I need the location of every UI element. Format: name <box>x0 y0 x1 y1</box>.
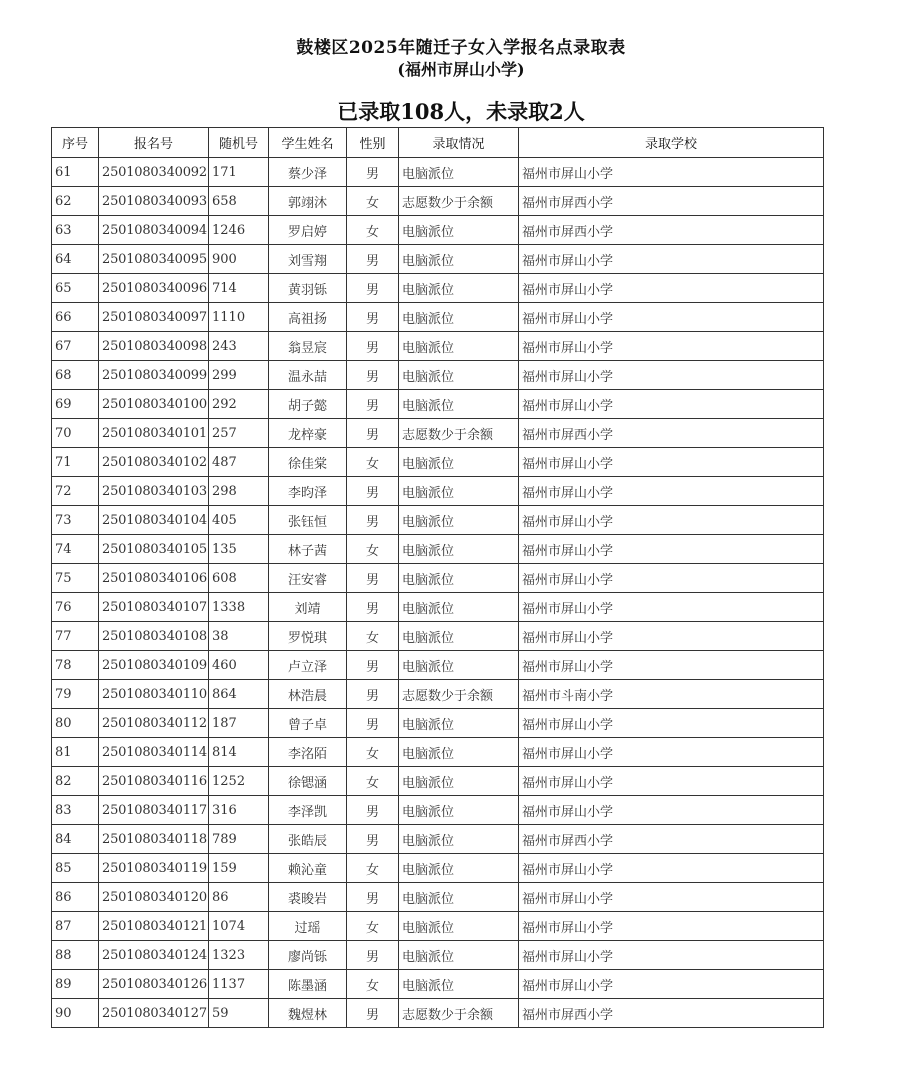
cell-seq: 68 <box>52 361 99 390</box>
cell-admitted-school: 福州市屏山小学 <box>519 622 824 651</box>
cell-admitted-school: 福州市屏西小学 <box>519 187 824 216</box>
cell-reg-no: 2501080340110 <box>99 680 209 709</box>
cell-gender: 男 <box>347 361 399 390</box>
cell-seq: 82 <box>52 767 99 796</box>
cell-gender: 女 <box>347 535 399 564</box>
cell-reg-no: 2501080340100 <box>99 390 209 419</box>
cell-random-no: 1323 <box>209 941 269 970</box>
cell-admitted-school: 福州市屏山小学 <box>519 767 824 796</box>
cell-student-name: 徐佳棠 <box>269 448 347 477</box>
cell-admitted-school: 福州市屏山小学 <box>519 564 824 593</box>
cell-gender: 女 <box>347 854 399 883</box>
cell-student-name: 徐锶涵 <box>269 767 347 796</box>
cell-student-name: 李泽凯 <box>269 796 347 825</box>
table-row <box>52 274 824 303</box>
cell-reg-no: 2501080340093 <box>99 187 209 216</box>
cell-random-no: 171 <box>209 158 269 187</box>
cell-student-name: 张钰恒 <box>269 506 347 535</box>
cell-random-no: 38 <box>209 622 269 651</box>
cell-admitted-school: 福州市屏西小学 <box>519 999 824 1028</box>
table-row <box>52 361 824 390</box>
cell-seq: 74 <box>52 535 99 564</box>
cell-gender: 女 <box>347 912 399 941</box>
table-row <box>52 738 824 767</box>
table-row <box>52 506 824 535</box>
cell-random-no: 864 <box>209 680 269 709</box>
cell-admission-status: 电脑派位 <box>399 332 519 361</box>
header-row <box>52 128 824 158</box>
cell-seq: 78 <box>52 651 99 680</box>
table-body <box>52 158 824 1028</box>
cell-admission-status: 电脑派位 <box>399 216 519 245</box>
cell-student-name: 林子茜 <box>269 535 347 564</box>
cell-seq: 65 <box>52 274 99 303</box>
cell-admitted-school: 福州市屏山小学 <box>519 941 824 970</box>
cell-admitted-school: 福州市屏山小学 <box>519 448 824 477</box>
cell-gender: 男 <box>347 941 399 970</box>
cell-random-no: 1338 <box>209 593 269 622</box>
cell-random-no: 658 <box>209 187 269 216</box>
cell-student-name: 罗启婷 <box>269 216 347 245</box>
cell-seq: 66 <box>52 303 99 332</box>
cell-random-no: 1246 <box>209 216 269 245</box>
cell-reg-no: 2501080340096 <box>99 274 209 303</box>
cell-gender: 男 <box>347 796 399 825</box>
cell-seq: 80 <box>52 709 99 738</box>
cell-gender: 男 <box>347 709 399 738</box>
cell-seq: 84 <box>52 825 99 854</box>
table-row <box>52 332 824 361</box>
cell-student-name: 赖沁童 <box>269 854 347 883</box>
cell-admitted-school: 福州市屏山小学 <box>519 651 824 680</box>
cell-admitted-school: 福州市屏山小学 <box>519 158 824 187</box>
cell-admission-status: 志愿数少于余额 <box>399 999 519 1028</box>
table-row <box>52 970 824 999</box>
cell-random-no: 900 <box>209 245 269 274</box>
cell-seq: 71 <box>52 448 99 477</box>
header-random-no: 随机号 <box>209 128 269 158</box>
table-row <box>52 564 824 593</box>
cell-admission-status: 电脑派位 <box>399 970 519 999</box>
cell-seq: 73 <box>52 506 99 535</box>
cell-reg-no: 2501080340121 <box>99 912 209 941</box>
cell-admitted-school: 福州市屏山小学 <box>519 332 824 361</box>
table-row <box>52 158 824 187</box>
cell-admitted-school: 福州市屏山小学 <box>519 593 824 622</box>
cell-seq: 70 <box>52 419 99 448</box>
cell-random-no: 292 <box>209 390 269 419</box>
cell-admitted-school: 福州市屏山小学 <box>519 535 824 564</box>
cell-seq: 90 <box>52 999 99 1028</box>
cell-student-name: 汪安睿 <box>269 564 347 593</box>
cell-admission-status: 电脑派位 <box>399 535 519 564</box>
cell-random-no: 159 <box>209 854 269 883</box>
cell-seq: 69 <box>52 390 99 419</box>
cell-random-no: 1110 <box>209 303 269 332</box>
cell-admission-status: 电脑派位 <box>399 709 519 738</box>
cell-reg-no: 2501080340101 <box>99 419 209 448</box>
cell-student-name: 李昀泽 <box>269 477 347 506</box>
cell-student-name: 卢立泽 <box>269 651 347 680</box>
cell-reg-no: 2501080340097 <box>99 303 209 332</box>
cell-reg-no: 2501080340095 <box>99 245 209 274</box>
cell-seq: 81 <box>52 738 99 767</box>
table-header <box>52 128 824 158</box>
cell-random-no: 714 <box>209 274 269 303</box>
cell-seq: 75 <box>52 564 99 593</box>
cell-reg-no: 2501080340126 <box>99 970 209 999</box>
cell-random-no: 299 <box>209 361 269 390</box>
cell-reg-no: 2501080340106 <box>99 564 209 593</box>
header-student-name: 学生姓名 <box>269 128 347 158</box>
cell-student-name: 黄羽铄 <box>269 274 347 303</box>
cell-gender: 男 <box>347 158 399 187</box>
cell-reg-no: 2501080340104 <box>99 506 209 535</box>
cell-gender: 女 <box>347 970 399 999</box>
table-row <box>52 651 824 680</box>
cell-seq: 87 <box>52 912 99 941</box>
cell-admission-status: 电脑派位 <box>399 651 519 680</box>
cell-admitted-school: 福州市屏山小学 <box>519 709 824 738</box>
cell-admitted-school: 福州市屏西小学 <box>519 216 824 245</box>
table-row <box>52 187 824 216</box>
cell-reg-no: 2501080340124 <box>99 941 209 970</box>
cell-gender: 女 <box>347 622 399 651</box>
cell-gender: 男 <box>347 999 399 1028</box>
cell-seq: 63 <box>52 216 99 245</box>
cell-reg-no: 2501080340120 <box>99 883 209 912</box>
cell-student-name: 张皓辰 <box>269 825 347 854</box>
cell-admitted-school: 福州市屏山小学 <box>519 477 824 506</box>
cell-gender: 男 <box>347 564 399 593</box>
cell-reg-no: 2501080340117 <box>99 796 209 825</box>
cell-seq: 77 <box>52 622 99 651</box>
table-row <box>52 622 824 651</box>
cell-gender: 男 <box>347 651 399 680</box>
cell-reg-no: 2501080340114 <box>99 738 209 767</box>
cell-gender: 男 <box>347 419 399 448</box>
cell-admission-status: 电脑派位 <box>399 738 519 767</box>
cell-reg-no: 2501080340116 <box>99 767 209 796</box>
cell-student-name: 李洺陌 <box>269 738 347 767</box>
cell-admission-status: 电脑派位 <box>399 448 519 477</box>
cell-random-no: 1252 <box>209 767 269 796</box>
cell-seq: 64 <box>52 245 99 274</box>
cell-random-no: 59 <box>209 999 269 1028</box>
cell-student-name: 过瑶 <box>269 912 347 941</box>
cell-random-no: 789 <box>209 825 269 854</box>
cell-random-no: 1074 <box>209 912 269 941</box>
cell-gender: 男 <box>347 245 399 274</box>
cell-reg-no: 2501080340105 <box>99 535 209 564</box>
document-title: 鼓楼区2025年随迁子女入学报名点录取表 <box>296 38 626 58</box>
cell-student-name: 龙梓豪 <box>269 419 347 448</box>
table-row <box>52 912 824 941</box>
cell-admission-status: 电脑派位 <box>399 303 519 332</box>
cell-random-no: 460 <box>209 651 269 680</box>
cell-reg-no: 2501080340118 <box>99 825 209 854</box>
cell-admission-status: 电脑派位 <box>399 564 519 593</box>
cell-admitted-school: 福州市斗南小学 <box>519 680 824 709</box>
cell-gender: 女 <box>347 216 399 245</box>
cell-reg-no: 2501080340127 <box>99 999 209 1028</box>
cell-admission-status: 电脑派位 <box>399 854 519 883</box>
header-reg-no: 报名号 <box>99 128 209 158</box>
cell-student-name: 蔡少泽 <box>269 158 347 187</box>
cell-random-no: 187 <box>209 709 269 738</box>
cell-gender: 男 <box>347 303 399 332</box>
cell-admission-status: 志愿数少于余额 <box>399 680 519 709</box>
header-seq: 序号 <box>52 128 99 158</box>
cell-student-name: 陈墨涵 <box>269 970 347 999</box>
cell-gender: 男 <box>347 680 399 709</box>
table-row <box>52 825 824 854</box>
header-gender: 性别 <box>347 128 399 158</box>
cell-gender: 女 <box>347 767 399 796</box>
cell-reg-no: 2501080340098 <box>99 332 209 361</box>
table-row <box>52 245 824 274</box>
cell-seq: 72 <box>52 477 99 506</box>
cell-gender: 男 <box>347 332 399 361</box>
cell-reg-no: 2501080340102 <box>99 448 209 477</box>
cell-admitted-school: 福州市屏山小学 <box>519 274 824 303</box>
cell-reg-no: 2501080340092 <box>99 158 209 187</box>
table-row <box>52 593 824 622</box>
cell-student-name: 曾子卓 <box>269 709 347 738</box>
header-admitted-school: 录取学校 <box>519 128 824 158</box>
cell-student-name: 廖尚铄 <box>269 941 347 970</box>
cell-reg-no: 2501080340094 <box>99 216 209 245</box>
cell-seq: 85 <box>52 854 99 883</box>
cell-gender: 男 <box>347 477 399 506</box>
table-row <box>52 448 824 477</box>
cell-seq: 89 <box>52 970 99 999</box>
cell-admission-status: 电脑派位 <box>399 390 519 419</box>
cell-admission-status: 电脑派位 <box>399 361 519 390</box>
cell-random-no: 298 <box>209 477 269 506</box>
cell-admission-status: 电脑派位 <box>399 883 519 912</box>
cell-admitted-school: 福州市屏山小学 <box>519 883 824 912</box>
cell-admission-status: 电脑派位 <box>399 912 519 941</box>
admission-summary: 已录取108人，未录取2人 <box>337 99 585 124</box>
cell-admission-status: 电脑派位 <box>399 245 519 274</box>
cell-admission-status: 电脑派位 <box>399 158 519 187</box>
cell-gender: 男 <box>347 825 399 854</box>
table-row <box>52 709 824 738</box>
cell-seq: 76 <box>52 593 99 622</box>
table-row <box>52 216 824 245</box>
cell-seq: 88 <box>52 941 99 970</box>
cell-student-name: 温永喆 <box>269 361 347 390</box>
cell-gender: 男 <box>347 506 399 535</box>
cell-admission-status: 电脑派位 <box>399 477 519 506</box>
cell-student-name: 裘晙岩 <box>269 883 347 912</box>
cell-random-no: 135 <box>209 535 269 564</box>
cell-admission-status: 电脑派位 <box>399 506 519 535</box>
cell-reg-no: 2501080340103 <box>99 477 209 506</box>
cell-reg-no: 2501080340108 <box>99 622 209 651</box>
cell-reg-no: 2501080340112 <box>99 709 209 738</box>
cell-student-name: 刘雪翔 <box>269 245 347 274</box>
cell-random-no: 405 <box>209 506 269 535</box>
cell-random-no: 86 <box>209 883 269 912</box>
table-row <box>52 419 824 448</box>
cell-student-name: 胡子懿 <box>269 390 347 419</box>
table-row <box>52 796 824 825</box>
cell-student-name: 魏煜林 <box>269 999 347 1028</box>
cell-seq: 79 <box>52 680 99 709</box>
cell-seq: 83 <box>52 796 99 825</box>
table-row <box>52 883 824 912</box>
cell-admission-status: 电脑派位 <box>399 274 519 303</box>
table-row <box>52 941 824 970</box>
cell-admitted-school: 福州市屏山小学 <box>519 912 824 941</box>
cell-admission-status: 电脑派位 <box>399 941 519 970</box>
cell-reg-no: 2501080340107 <box>99 593 209 622</box>
cell-gender: 男 <box>347 274 399 303</box>
cell-gender: 男 <box>347 390 399 419</box>
cell-admitted-school: 福州市屏山小学 <box>519 738 824 767</box>
cell-reg-no: 2501080340109 <box>99 651 209 680</box>
cell-random-no: 1137 <box>209 970 269 999</box>
cell-student-name: 高祖扬 <box>269 303 347 332</box>
cell-admission-status: 电脑派位 <box>399 767 519 796</box>
table-row <box>52 680 824 709</box>
cell-student-name: 翁昱宸 <box>269 332 347 361</box>
table-row <box>52 767 824 796</box>
cell-admission-status: 志愿数少于余额 <box>399 187 519 216</box>
cell-admitted-school: 福州市屏山小学 <box>519 506 824 535</box>
cell-admission-status: 电脑派位 <box>399 593 519 622</box>
cell-student-name: 郭翊沐 <box>269 187 347 216</box>
cell-admitted-school: 福州市屏山小学 <box>519 390 824 419</box>
cell-random-no: 814 <box>209 738 269 767</box>
cell-admitted-school: 福州市屏山小学 <box>519 245 824 274</box>
cell-seq: 62 <box>52 187 99 216</box>
cell-admitted-school: 福州市屏西小学 <box>519 419 824 448</box>
cell-gender: 女 <box>347 448 399 477</box>
cell-student-name: 林浩晨 <box>269 680 347 709</box>
header-admission-status: 录取情况 <box>399 128 519 158</box>
cell-random-no: 608 <box>209 564 269 593</box>
cell-random-no: 243 <box>209 332 269 361</box>
cell-admitted-school: 福州市屏西小学 <box>519 825 824 854</box>
table-row <box>52 303 824 332</box>
table-row <box>52 477 824 506</box>
cell-seq: 67 <box>52 332 99 361</box>
cell-admitted-school: 福州市屏山小学 <box>519 303 824 332</box>
cell-admission-status: 电脑派位 <box>399 622 519 651</box>
table-row <box>52 535 824 564</box>
cell-seq: 61 <box>52 158 99 187</box>
cell-random-no: 316 <box>209 796 269 825</box>
table-row <box>52 999 824 1028</box>
table-row <box>52 854 824 883</box>
cell-admitted-school: 福州市屏山小学 <box>519 361 824 390</box>
cell-admission-status: 电脑派位 <box>399 796 519 825</box>
cell-gender: 男 <box>347 883 399 912</box>
cell-student-name: 刘靖 <box>269 593 347 622</box>
cell-admission-status: 志愿数少于余额 <box>399 419 519 448</box>
cell-admitted-school: 福州市屏山小学 <box>519 970 824 999</box>
cell-reg-no: 2501080340119 <box>99 854 209 883</box>
cell-seq: 86 <box>52 883 99 912</box>
cell-admission-status: 电脑派位 <box>399 825 519 854</box>
cell-student-name: 罗悦琪 <box>269 622 347 651</box>
cell-gender: 男 <box>347 593 399 622</box>
cell-reg-no: 2501080340099 <box>99 361 209 390</box>
document-subtitle: (福州市屏山小学) <box>397 60 525 79</box>
cell-random-no: 257 <box>209 419 269 448</box>
table-row <box>52 390 824 419</box>
cell-gender: 女 <box>347 738 399 767</box>
cell-admitted-school: 福州市屏山小学 <box>519 796 824 825</box>
cell-admitted-school: 福州市屏山小学 <box>519 854 824 883</box>
cell-gender: 女 <box>347 187 399 216</box>
cell-random-no: 487 <box>209 448 269 477</box>
admission-table <box>51 127 824 1028</box>
